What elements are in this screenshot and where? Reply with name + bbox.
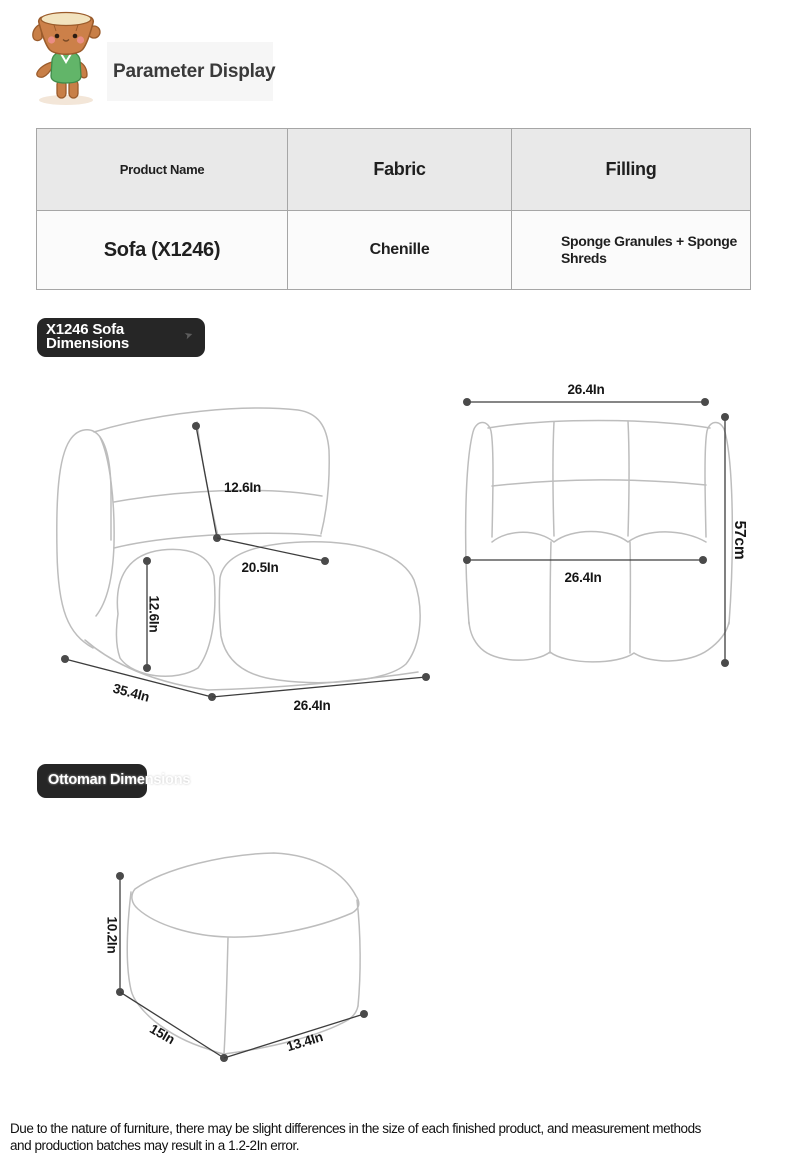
dimension-label-ottoman-height: 10.2In <box>104 916 120 954</box>
dimension-label-seat-depth: 20.5In <box>241 560 279 575</box>
ottoman-sketch <box>127 853 360 1054</box>
cell-filling: Sponge Granules + Sponge Shreds <box>512 211 751 290</box>
ottoman-drawing <box>80 840 410 1090</box>
title-background <box>107 42 276 101</box>
dimension-label-seat-height: 12.6In <box>146 595 162 633</box>
cursor-icon: ➤ <box>183 329 194 341</box>
dimension-label-base-width: 26.4In <box>293 698 331 713</box>
table-data-row <box>37 211 751 290</box>
ottoman-dimensions-badge-label: Ottoman Dimensions <box>48 772 191 788</box>
dimension-label-ottoman-width: 13.4In <box>284 1029 325 1055</box>
disclaimer-text: Due to the nature of furniture, there may be slight differences in the size of each finished product, and measurement methods and production batches may result in a 1.2-2In error. <box>10 1120 701 1153</box>
dimension-label-height: 57cm <box>730 520 748 560</box>
page-title: Parameter Display <box>113 60 276 82</box>
dimension-label-seat-width: 26.4In <box>564 570 602 585</box>
ottoman-dimensions <box>104 872 368 1062</box>
dimension-label-top-width: 26.4In <box>567 382 605 397</box>
ottoman-dimensions-badge <box>37 764 191 798</box>
sofa-side-dimensions <box>61 422 430 713</box>
dimension-label-ottoman-depth: 15In <box>147 1021 178 1048</box>
sofa-front-sketch <box>466 421 733 662</box>
cell-product-name: Sofa (X1246) <box>37 211 288 290</box>
cell-fabric: Chenille <box>288 211 512 290</box>
dimension-label-back-height: 12.6In <box>224 480 262 495</box>
header-cell-filling: Filling <box>512 129 751 211</box>
header-cell-product-name: Product Name <box>37 129 288 211</box>
tree-stump-mascot-icon <box>24 4 108 106</box>
dimension-label-base-depth: 35.4In <box>111 680 152 705</box>
sofa-front-view-drawing <box>438 372 760 692</box>
product-spec-table <box>36 128 751 290</box>
sofa-side-view-drawing <box>30 382 450 732</box>
sofa-side-sketch <box>57 408 420 690</box>
sofa-dimensions-badge-label: X1246 Sofa Dimensions <box>46 321 130 352</box>
header-cell-fabric: Fabric <box>288 129 512 211</box>
sofa-dimensions-badge <box>37 318 205 357</box>
table-header-row <box>37 129 751 211</box>
